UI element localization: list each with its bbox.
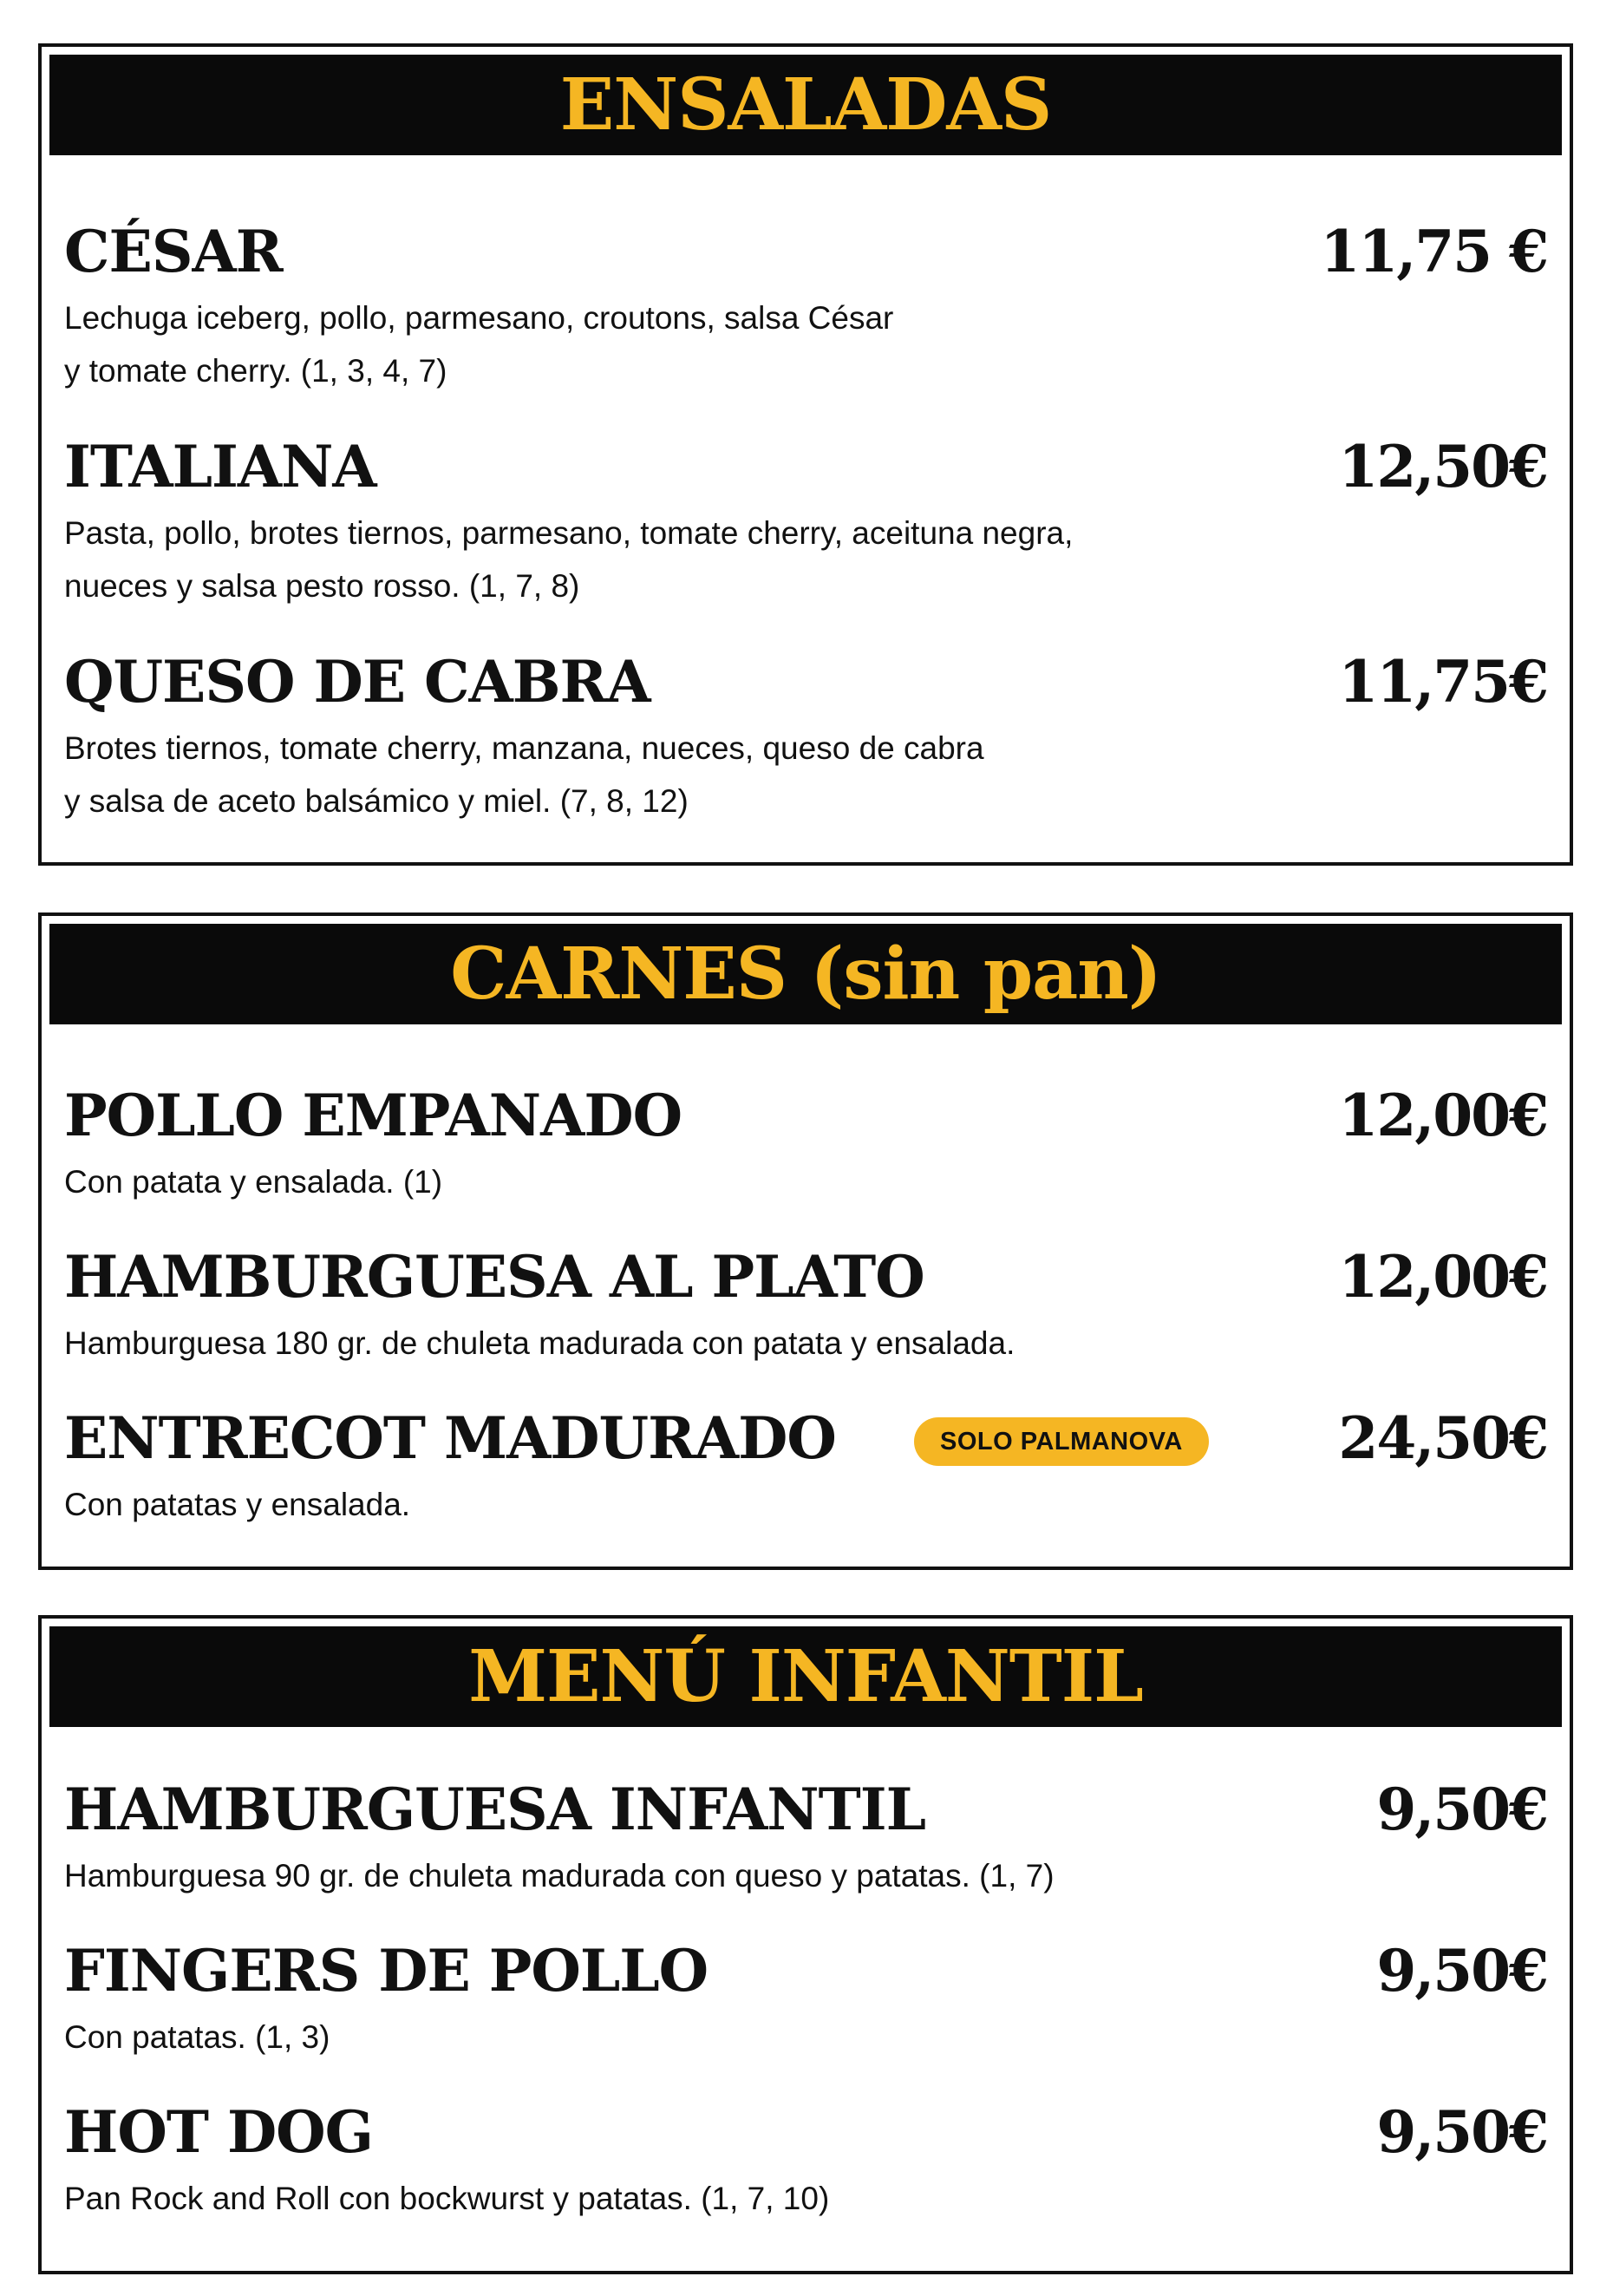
item-description [64,2172,1365,2225]
item-description [64,1478,1365,1531]
description-line: nueces y salsa pesto rosso. (1, 7, 8) [64,568,580,604]
item-name: ENTRECOT MADURADO [64,1404,836,1472]
item-name: HAMBURGUESA INFANTIL [64,1776,926,1843]
section-header [49,1626,1562,1727]
section-title: ENSALADAS [559,63,1052,147]
section-title: MENÚ INFANTIL [468,1635,1143,1718]
item-description [64,2011,1365,2064]
menu-item [64,432,1547,605]
menu-item [64,1242,1547,1381]
item-name: HAMBURGUESA AL PLATO [64,1243,924,1311]
item-price: 12,50€ [1338,433,1547,500]
section-menu-infantil [38,1615,1573,2274]
description-line: Pasta, pollo, brotes tiernos, parmesano, tomate cherry, aceituna negra, [64,515,1074,551]
item-name: POLLO EMPANADO [64,1082,682,1149]
item-price: 11,75€ [1338,648,1547,716]
item-price: 9,50€ [1376,2098,1547,2166]
menu-item [64,1936,1547,2075]
menu-item [64,217,1547,390]
item-price: 9,50€ [1376,1776,1547,1843]
item-name: FINGERS DE POLLO [64,1937,709,2005]
description-line: Con patatas. (1, 3) [64,2019,330,2055]
menu-item [64,1403,1547,1542]
description-line: Pan Rock and Roll con bockwurst y patatas. (1, 7, 10) [64,2181,830,2216]
section-ensaladas [38,43,1573,866]
item-description [64,1155,1365,1208]
description-line: Brotes tiernos, tomate cherry, manzana, nueces, queso de cabra [64,730,984,766]
description-line: y tomate cherry. (1, 3, 4, 7) [64,353,447,389]
item-price: 12,00€ [1338,1243,1547,1311]
description-line: Con patata y ensalada. (1) [64,1164,443,1200]
item-price: 12,00€ [1338,1082,1547,1149]
section-carnes [38,913,1573,1570]
description-line: Hamburguesa 90 gr. de chuleta madurada con queso y patatas. (1, 7) [64,1858,1055,1894]
section-header [49,924,1562,1024]
location-badge: SOLO PALMANOVA [914,1417,1209,1466]
description-line: Con patatas y ensalada. [64,1487,411,1522]
item-description [64,722,1365,827]
description-line: Hamburguesa 180 gr. de chuleta madurada con patata y ensalada. [64,1325,1015,1361]
item-name: QUESO DE CABRA [64,648,650,716]
item-description [64,507,1365,612]
item-price: 24,50€ [1338,1404,1547,1472]
menu-item [64,1775,1547,1913]
item-description [64,1317,1365,1370]
description-line: y salsa de aceto balsámico y miel. (7, 8, 12) [64,783,689,819]
item-name: CÉSAR [64,218,283,285]
item-name: ITALIANA [64,433,376,500]
item-price: 9,50€ [1376,1937,1547,2005]
menu-item [64,647,1547,821]
item-description [64,1849,1365,1902]
menu-item [64,1081,1547,1220]
menu-item [64,2097,1547,2236]
section-header [49,55,1562,155]
item-description [64,291,1365,397]
item-name: HOT DOG [64,2098,374,2166]
item-price: 11,75 € [1320,218,1547,285]
section-title: CARNES (sin pan) [450,932,1161,1016]
description-line: Lechuga iceberg, pollo, parmesano, croutons, salsa César [64,300,894,336]
